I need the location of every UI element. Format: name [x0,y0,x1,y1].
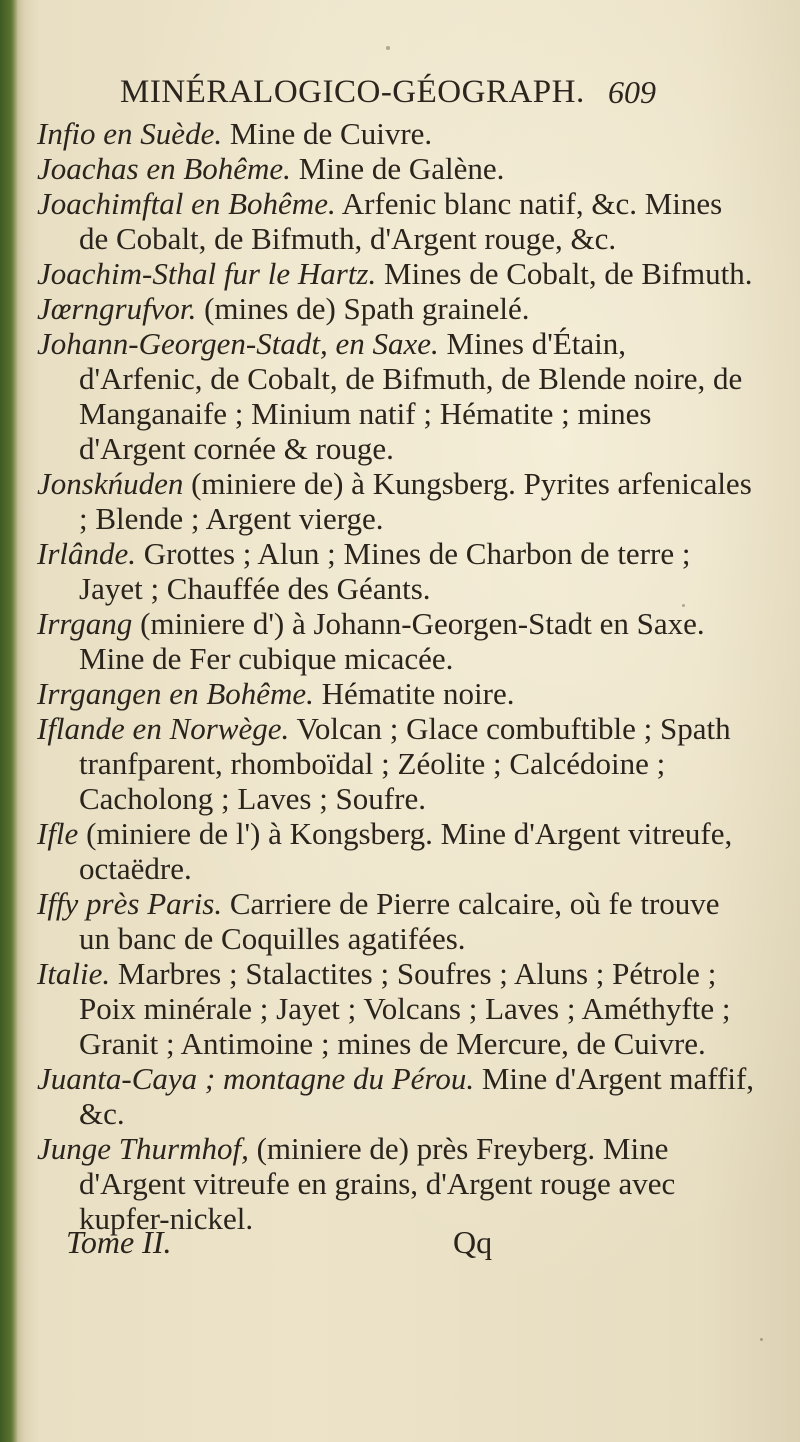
entry [37,291,757,326]
page-footer [66,1224,626,1268]
volume-label: Tome II. [66,1224,172,1260]
entry-headword: Joachas en Bohême. [37,151,291,186]
entry [37,816,757,886]
running-head: MINÉRALOGICO-GÉOGRAPH. [120,74,585,110]
entry [37,711,757,816]
entry [37,1061,757,1131]
entry [37,956,757,1061]
entry-text: (mines de) Spath grainelé. [196,291,530,326]
entry-text: (miniere de) à Kungsberg. Pyrites arfenicales ; Blende ; Argent vierge. [79,466,752,536]
entry-headword: Ifle [37,816,79,851]
entry [37,606,757,676]
page-header [120,74,660,118]
entry-headword: Joachimftal en Bohême. [37,186,336,221]
entry-headword: Irlânde. [37,536,137,571]
entry-headword: Iflande en Norwège. [37,711,290,746]
entry [37,326,757,466]
paper-speck [682,604,685,607]
paper-speck [760,1338,763,1341]
entry-headword: Infio en Suède. [37,116,223,151]
entry-headword: Joachim-Sthal fur le Hartz. [37,256,377,291]
entry-text: (miniere de l') à Kongsberg. Mine d'Argent vitreufe, octaëdre. [78,816,733,886]
entry-headword: Irrgangen en Bohême. [37,676,314,711]
page-binding-edge [0,0,18,1442]
entry-headword: Jonskńuden [37,466,184,501]
page-number: 609 [608,74,656,110]
entry-text: Arfenic blanc natif, &c. Mines de Cobalt, de Bifmuth, d'Argent rouge, &c. [79,186,723,256]
entry [37,116,757,151]
entry-text: (miniere de) près Freyberg. Mine d'Argent vitreufe en grains, d'Argent rouge avec kupfer-nickel. [79,1131,676,1236]
signature-mark: Qq [453,1224,493,1260]
entry [37,151,757,186]
entry-text: Carriere de Pierre calcaire, où fe trouve un banc de Coquilles agatifées. [79,886,720,956]
entry [37,186,757,256]
entry-headword: Iffy près Paris. [37,886,223,921]
entry-text: Mines de Cobalt, de Bifmuth. [376,256,753,291]
entry-text: Hématite noire. [313,676,515,711]
paper-speck [386,46,390,50]
entry-list [37,116,757,1236]
entry-headword: Juanta-Caya ; montagne du Pérou. [37,1061,475,1096]
paper-speck [628,760,630,762]
entry [37,886,757,956]
entry [37,676,757,711]
entry-headword: Italie. [37,956,111,991]
entry-text: Mines d'Étain, d'Arfenic, de Cobalt, de Bifmuth, de Blende noire, de Manganaife ; Minium natif ; Hématite ; mines d'Argent cornée & rouge. [79,326,743,466]
entry-text: Mine d'Argent maffif, &c. [79,1061,755,1131]
entry [37,256,757,291]
entry-headword: Jœrngrufvor. [37,291,197,326]
entry-text: Marbres ; Stalactites ; Soufres ; Aluns ; Pétrole ; Poix minérale ; Jayet ; Volcans ; Laves ; Améthyfte ; Granit ; Antimoine ; mines de Mercure, de Cuivre. [79,956,731,1061]
entry-headword: Johann-Georgen-Stadt, en Saxe. [37,326,439,361]
entry-text: (miniere d') à Johann-Georgen-Stadt en Saxe. Mine de Fer cubique micacée. [79,606,705,676]
entry-text: Mine de Cuivre. [222,116,433,151]
entry [37,1131,757,1236]
entry-text: Volcan ; Glace combuftible ; Spath tranfparent, rhomboïdal ; Zéolite ; Calcédoine ; Cacholong ; Laves ; Soufre. [79,711,731,816]
entry-headword: Irrgang [37,606,133,641]
entry-headword: Junge Thurmhof, [37,1131,249,1166]
entry [37,536,757,606]
entry-text: Grottes ; Alun ; Mines de Charbon de terre ; Jayet ; Chauffée des Géants. [79,536,691,606]
entry-text: Mine de Galène. [290,151,505,186]
entry [37,466,757,536]
